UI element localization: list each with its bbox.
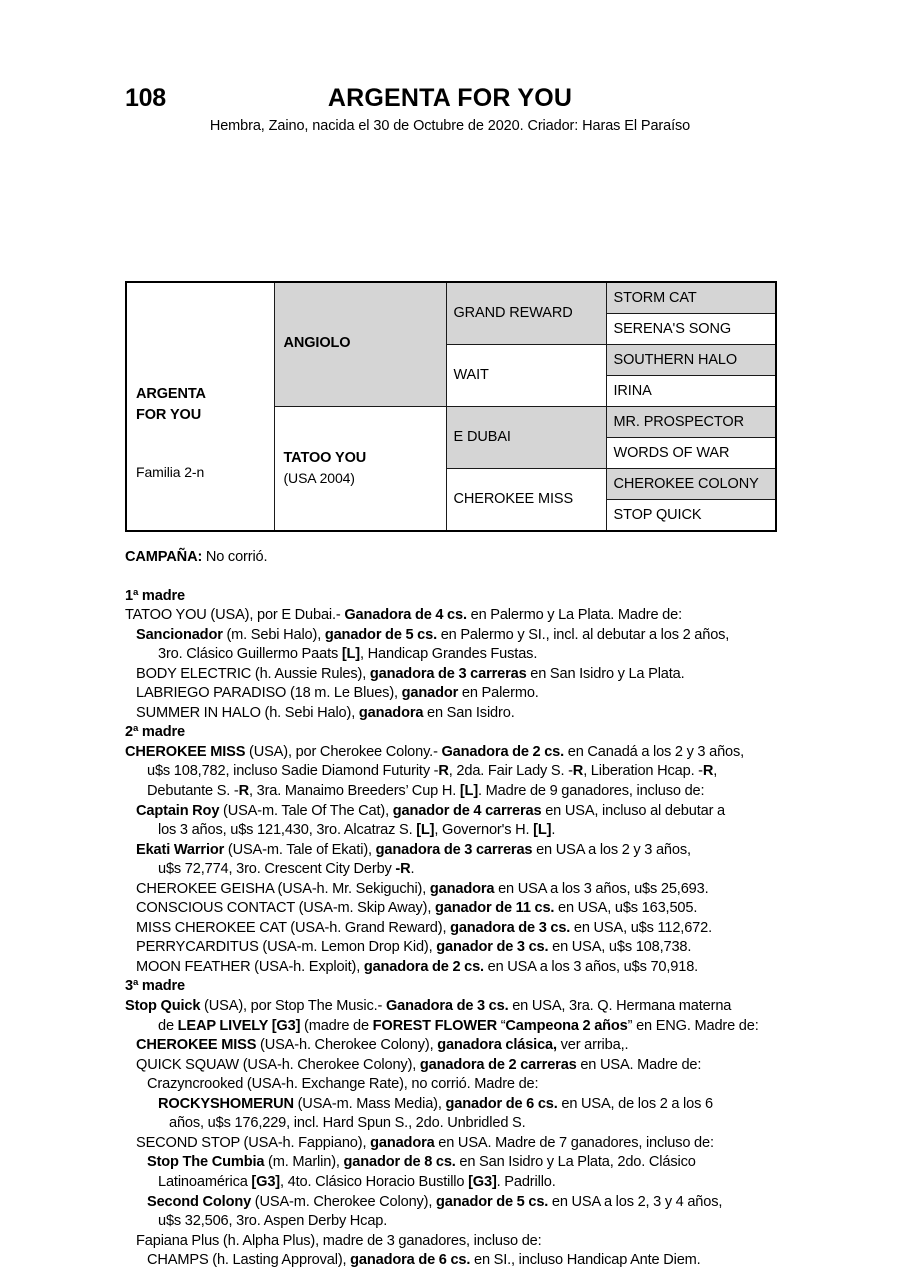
pedigree-ds-s: MR. PROSPECTOR: [606, 407, 776, 438]
generation-heading: 2ª madre: [125, 724, 185, 741]
pedigree-body-text: [125, 548, 795, 1271]
pedigree-ds-d: WORDS OF WAR: [606, 438, 776, 469]
generation-heading: 1ª madre: [125, 587, 185, 604]
campana-line: [125, 548, 795, 568]
pedigree-ss-s: STORM CAT: [606, 282, 776, 314]
spacer: [125, 568, 795, 587]
pedigree-dam-dam: CHEROKEE MISS: [446, 469, 606, 532]
pedigree-entry-line: de LEAP LIVELY [G3] (madre de FOREST FLOWER “Campeona 2 años” en ENG. Madre de:: [158, 1017, 759, 1034]
pedigree-table: [125, 281, 777, 532]
pedigree-entry-line: 3ro. Clásico Guillermo Paats [L], Handicap Grandes Fustas.: [158, 646, 538, 663]
pedigree-entry-line: Stop Quick (USA), por Stop The Music.- Ganadora de 3 cs. en USA, 3ra. Q. Hermana materna: [125, 998, 732, 1015]
pedigree-dd-s: CHEROKEE COLONY: [606, 469, 776, 500]
page-header: [125, 0, 775, 140]
pedigree-entry-line: SUMMER IN HALO (h. Sebi Halo), ganadora en San Isidro.: [136, 704, 515, 721]
pedigree-entry-line: CONSCIOUS CONTACT (USA-m. Skip Away), ganador de 11 cs. en USA, u$s 163,505.: [136, 900, 698, 917]
pedigree-ss-d: SERENA'S SONG: [606, 314, 776, 345]
page-title: ARGENTA FOR YOU: [327, 84, 573, 112]
pedigree-entry-line: Latinoamérica [G3], 4to. Clásico Horacio Bustillo [G3]. Padrillo.: [158, 1173, 556, 1190]
pedigree-sire-sire: GRAND REWARD: [446, 282, 606, 345]
pedigree-entry-line: LABRIEGO PARADISO (18 m. Le Blues), ganador en Palermo.: [136, 685, 539, 702]
pedigree-entry-line: Ekati Warrior (USA-m. Tale of Ekati), ganadora de 3 carreras en USA a los 2 y 3 años,: [136, 841, 691, 858]
dam-origin: (USA 2004): [283, 469, 355, 486]
pedigree-self-cell: [126, 282, 274, 531]
family-label: Familia 2-n: [136, 463, 205, 480]
pedigree-entry-line: PERRYCARDITUS (USA-m. Lemon Drop Kid), ganador de 3 cs. en USA, u$s 108,738.: [136, 939, 692, 956]
pedigree-entry-line: Debutante S. -R, 3ra. Manaimo Breeders’ Cup H. [L]. Madre de 9 ganadores, incluso de:: [147, 783, 705, 800]
generation-heading: 3ª madre: [125, 978, 185, 995]
pedigree-dd-d: STOP QUICK: [606, 500, 776, 532]
self-name-line2: FOR YOU: [136, 406, 202, 423]
pedigree-dam-cell: [274, 407, 446, 532]
campana-value: No corrió.: [202, 549, 268, 565]
pedigree-entry-line: QUICK SQUAW (USA-h. Cherokee Colony), ganadora de 2 carreras en USA. Madre de:: [136, 1056, 702, 1073]
pedigree-entry-line: BODY ELECTRIC (h. Aussie Rules), ganadora de 3 carreras en San Isidro y La Plata.: [136, 665, 685, 682]
pedigree-table-wrapper: [125, 281, 775, 532]
pedigree-sire-cell: [274, 282, 446, 407]
pedigree-entry-line: CHEROKEE MISS (USA-h. Cherokee Colony), ganadora clásica, ver arriba,.: [136, 1037, 629, 1054]
campana-label: CAMPAÑA:: [125, 549, 203, 565]
pedigree-entry-line: u$s 32,506, 3ro. Aspen Derby Hcap.: [158, 1213, 388, 1230]
pedigree-entry-line: TATOO YOU (USA), por E Dubai.- Ganadora de 4 cs. en Palermo y La Plata. Madre de:: [125, 607, 683, 624]
pedigree-entry-line: Second Colony (USA-m. Cherokee Colony), ganador de 5 cs. en USA a los 2, 3 y 4 años,: [147, 1193, 723, 1210]
pedigree-entry-line: MOON FEATHER (USA-h. Exploit), ganadora de 2 cs. en USA a los 3 años, u$s 70,918.: [136, 958, 699, 975]
self-name-line1: ARGENTA: [136, 385, 206, 402]
pedigree-entry-line: los 3 años, u$s 121,430, 3ro. Alcatraz S. [L], Governor's H. [L].: [158, 822, 556, 839]
pedigree-entry-line: u$s 72,774, 3ro. Crescent City Derby -R.: [158, 861, 415, 878]
generations-container: [125, 587, 795, 1271]
lot-number: 108: [125, 84, 166, 112]
sire-name: ANGIOLO: [283, 334, 351, 351]
pedigree-entry-line: años, u$s 176,229, incl. Hard Spun S., 2do. Unbridled S.: [169, 1115, 526, 1132]
horse-description: Hembra, Zaino, nacida el 30 de Octubre de 2020. Criador: Haras El Paraíso: [209, 118, 691, 134]
pedigree-entry-line: SECOND STOP (USA-h. Fappiano), ganadora en USA. Madre de 7 ganadores, incluso de:: [136, 1134, 714, 1151]
pedigree-entry-line: Sancionador (m. Sebi Halo), ganador de 5 cs. en Palermo y SI., incl. al debutar a los 2 años,: [136, 626, 730, 643]
pedigree-entry-line: Captain Roy (USA-m. Tale Of The Cat), ganador de 4 carreras en USA, incluso al debutar a: [136, 802, 725, 819]
pedigree-entry-line: Fapiana Plus (h. Alpha Plus), madre de 3 ganadores, incluso de:: [136, 1232, 542, 1249]
dam-name: TATOO YOU: [283, 449, 367, 466]
pedigree-sd-d: IRINA: [606, 376, 776, 407]
pedigree-entry-line: Stop The Cumbia (m. Marlin), ganador de 8 cs. en San Isidro y La Plata, 2do. Clásico: [147, 1154, 696, 1171]
pedigree-sd-s: SOUTHERN HALO: [606, 345, 776, 376]
pedigree-entry-line: CHAMPS (h. Lasting Approval), ganadora de 6 cs. en SI., incluso Handicap Ante Diem.: [147, 1252, 701, 1269]
pedigree-entry-line: ROCKYSHOMERUN (USA-m. Mass Media), ganador de 6 cs. en USA, de los 2 a los 6: [158, 1095, 713, 1112]
pedigree-entry-line: CHEROKEE MISS (USA), por Cherokee Colony.- Ganadora de 2 cs. en Canadá a los 2 y 3 años,: [125, 743, 745, 760]
pedigree-entry-line: MISS CHEROKEE CAT (USA-h. Grand Reward), ganadora de 3 cs. en USA, u$s 112,672.: [136, 919, 713, 936]
table-row: [126, 282, 776, 314]
pedigree-dam-sire: E DUBAI: [446, 407, 606, 469]
pedigree-sire-dam: WAIT: [446, 345, 606, 407]
pedigree-entry-line: CHEROKEE GEISHA (USA-h. Mr. Sekiguchi), ganadora en USA a los 3 años, u$s 25,693.: [136, 880, 709, 897]
pedigree-entry-line: Crazyncrooked (USA-h. Exchange Rate), no corrió. Madre de:: [147, 1076, 539, 1093]
pedigree-entry-line: u$s 108,782, incluso Sadie Diamond Futurity -R, 2da. Fair Lady S. -R, Liberation Hcap. -R,: [147, 763, 718, 780]
